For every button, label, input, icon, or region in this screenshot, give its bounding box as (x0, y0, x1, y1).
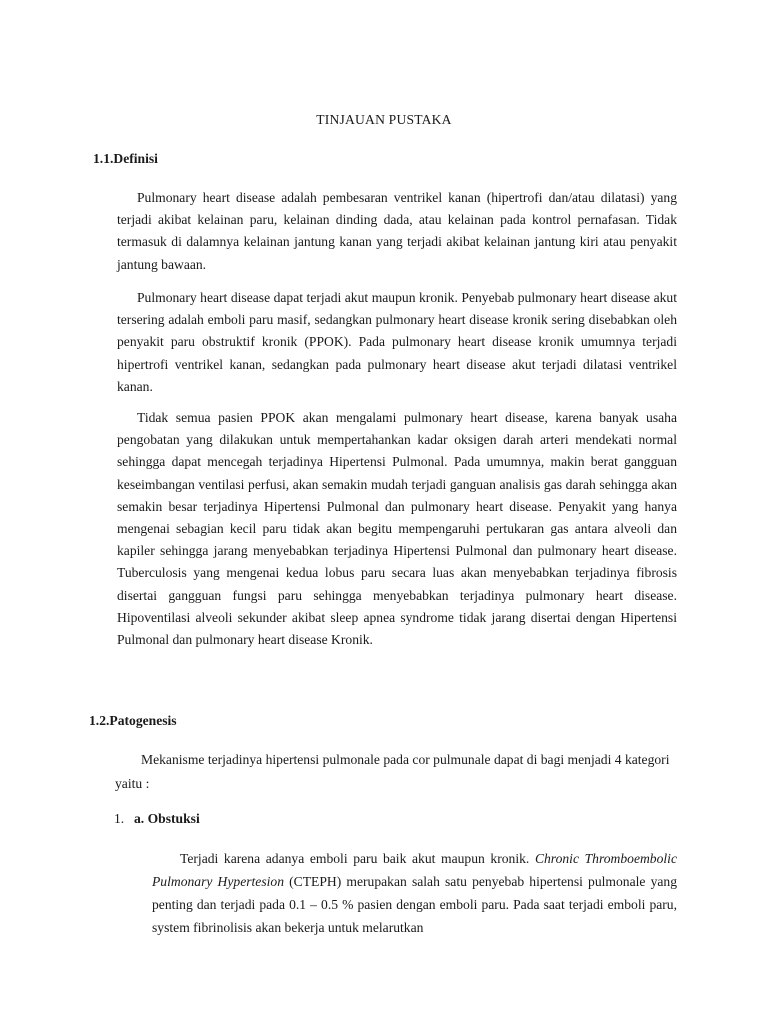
paragraph-text: Tidak semua pasien PPOK akan mengalami pulmonary heart disease, karena banyak usaha pengobatan yang dilakukan untuk mempertahankan kadar oksigen darah arteri mendekati normal sehingga dapat mencegah terjadinya Hipertensi Pulmonal. Pada umumnya, makin berat gangguan keseimbangan ventilasi perfusi, akan semakin mudah terjadi ganguan analisis gas darah sehingga akan semakin besar terjadinya Hipertensi Pulmonal dan pulmonary heart disease. Penyakit yang hanya mengenai sebagian kecil paru tidak akan begitu mempengaruhi pertukaran gas antara alveoli dan kapiler sehingga jarang menyebabkan terjadinya Hipertensi Pulmonal dan pulmonary heart disease. Tuberculosis yang mengenai kedua lobus paru secara luas akan menyebabkan terjadinya fibrosis disertai gangguan fungsi paru sehingga menyebabkan terjadinya pulmonary heart disease. Hipoventilasi alveoli sekunder akibat sleep apnea syndrome tidak jarang disertai dengan Hipertensi Pulmonal dan pulmonary heart disease Kronik. (117, 410, 677, 648)
section-heading-definisi: 1.1.Definisi (93, 151, 158, 166)
paragraph-text-start: Terjadi karena adanya emboli paru baik akut maupun kronik. (180, 851, 530, 866)
paragraph-text-end: (CTEPH) merupakan salah satu penyebab hipertensi pulmonale yang penting dan terjadi pada 0.1 – 0.5 % pasien dengan emboli paru. Pada saat terjadi emboli paru, system fibrinolisis akan bekerja untuk melarutkan (152, 874, 678, 935)
paragraph-text: Pulmonary heart disease dapat terjadi akut maupun kronik. Penyebab pulmonary heart disease akut tersering adalah emboli paru masif, sedangkan pulmonary heart disease kronik sering disebabkan oleh penyakit paru obstruktif kronik (PPOK). Pada pulmonary heart disease kronik umumnya terjadi hipertrofi ventrikel kanan, sedangkan pada pulmonary heart disease akut terjadi dilatasi ventrikel kanan. (117, 290, 677, 394)
paragraph-obstuksi (152, 847, 677, 939)
paragraph-definisi-2 (117, 287, 677, 398)
section-heading-patogenesis: 1.2.Patogenesis (89, 713, 177, 728)
paragraph-definisi-1 (117, 187, 677, 276)
list-item-label-obstuksi: a. Obstuksi (134, 811, 200, 826)
paragraph-definisi-3 (117, 407, 677, 651)
paragraph-text: Pulmonary heart disease adalah pembesaran ventrikel kanan (hipertrofi dan/atau dilatasi) yang terjadi akibat kelainan paru, kelainan dinding dada, atau kelainan pada kontrol pernafasan. Tidak termasuk di dalamnya kelainan jantung kanan yang terjadi akibat kelainan jantung kiri atau penyakit jantung bawaan. (117, 190, 677, 272)
list-number: 1. (114, 811, 125, 826)
page-title: TINJAUAN PUSTAKA (316, 112, 452, 127)
paragraph-text-italic: Chronic Thromboembolic Pulmonary Hypertesion (152, 851, 677, 889)
paragraph-patogenesis-intro (115, 748, 685, 796)
paragraph-text: Mekanisme terjadinya hipertensi pulmonale pada cor pulmunale dapat di bagi menjadi 4 kategori yaitu : (115, 752, 670, 791)
